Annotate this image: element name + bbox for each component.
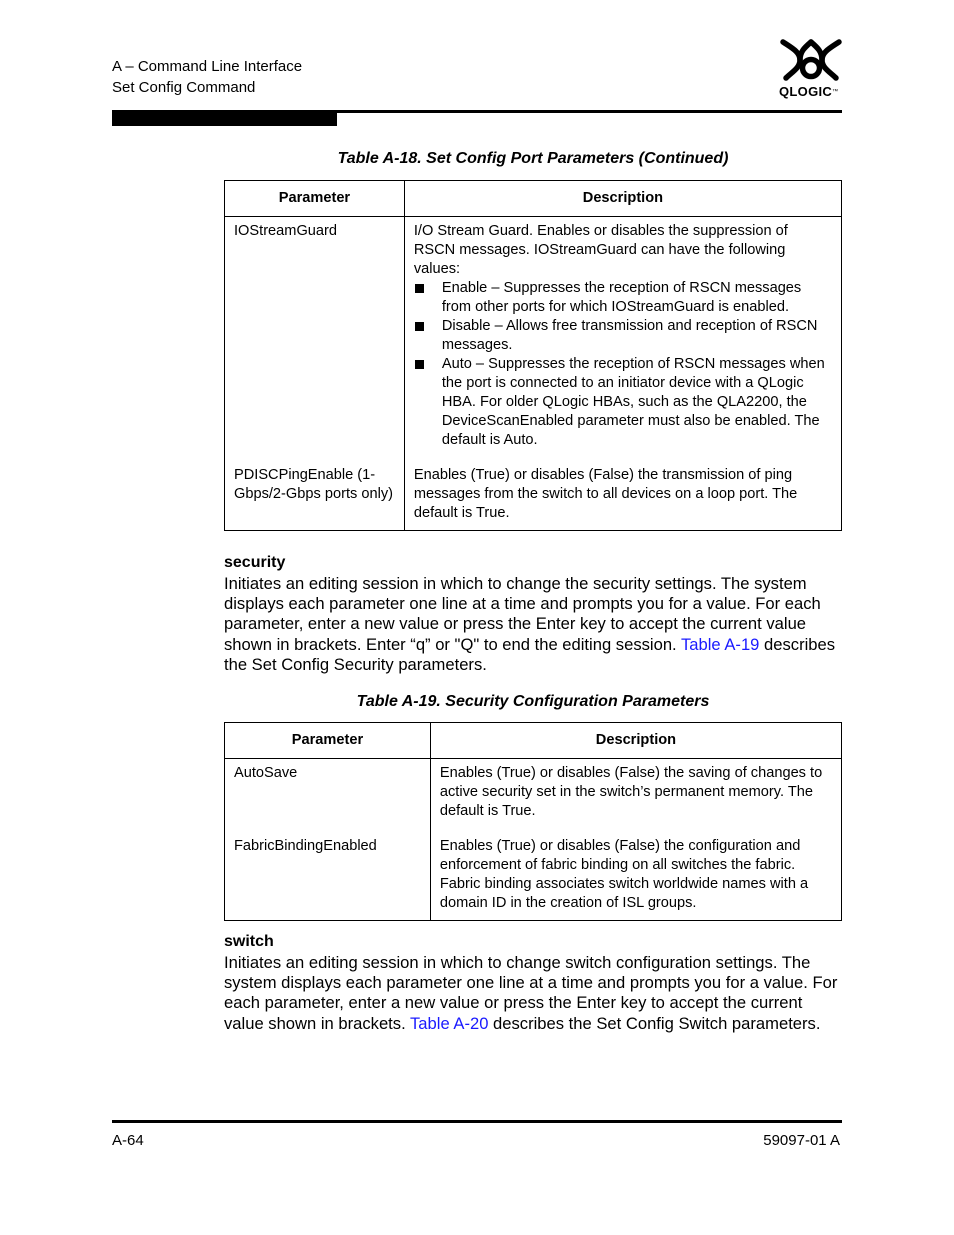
document-number: 59097-01 A bbox=[763, 1132, 840, 1149]
table-row bbox=[225, 217, 842, 455]
table-header-row bbox=[225, 723, 842, 759]
page-number: A-64 bbox=[112, 1132, 144, 1149]
table-row bbox=[225, 454, 842, 531]
table-a19 bbox=[224, 722, 842, 921]
column-header-description: Description bbox=[404, 181, 841, 217]
security-paragraph: Initiates an editing session in which to change the security settings. The system displays each parameter one line at a time and prompts you for a value. For each parameter, enter a new value or press the Enter key to accept the current value shown in brackets. Enter “q” or "Q" to end the editing session. Table A-19 describes the Set Config Security parameters. bbox=[224, 574, 836, 674]
table-a20-link[interactable]: Table A-20 bbox=[410, 1013, 489, 1033]
switch-paragraph: Initiates an editing session in which to change switch configuration settings. The system displays each parameter one line at a time and prompts you for a value. For each parameter, enter a new value or press the Enter key to accept the current value shown in brackets. Table A-20 describes the Set Config Switch parameters. bbox=[224, 953, 838, 1033]
column-header-description: Description bbox=[430, 723, 841, 759]
bullet-list bbox=[414, 279, 832, 450]
list-item: Disable – Allows free transmission and reception of RSCN messages. bbox=[414, 317, 832, 355]
footer-rule bbox=[112, 1120, 842, 1123]
header-chapter: A – Command Line Interface bbox=[112, 58, 303, 75]
column-header-parameter: Parameter bbox=[225, 181, 405, 217]
param-cell: AutoSave bbox=[225, 759, 431, 826]
table-header-row bbox=[225, 181, 842, 217]
table-a18 bbox=[224, 180, 842, 531]
square-bullet-icon bbox=[415, 360, 424, 369]
desc-text: I/O Stream Guard. Enables or disables the suppression of RSCN messages. IOStreamGuard can have the following values: bbox=[413, 223, 788, 277]
param-cell: FabricBindingEnabled bbox=[225, 825, 431, 921]
logo-wordmark: QLOGIC™ bbox=[779, 84, 839, 99]
security-heading: security bbox=[224, 554, 286, 571]
param-cell: PDISCPingEnable (1-Gbps/2-Gbps ports only) bbox=[225, 454, 405, 531]
header-bar bbox=[112, 113, 337, 126]
table-row bbox=[225, 759, 842, 826]
table-row bbox=[225, 825, 842, 921]
table-a19-link[interactable]: Table A-19 bbox=[680, 634, 760, 654]
desc-cell: Enables (True) or disables (False) the transmission of ping messages from the switch to all devices on a loop port. The default is True. bbox=[404, 454, 841, 531]
table-a19-caption: Table A-19. Security Configuration Parameters bbox=[356, 693, 710, 710]
desc-cell bbox=[404, 217, 841, 455]
header-section: Set Config Command bbox=[112, 79, 256, 96]
switch-heading: switch bbox=[224, 933, 274, 950]
table-a18-caption: Table A-18. Set Config Port Parameters (Continued) bbox=[337, 150, 729, 167]
param-cell: IOStreamGuard bbox=[225, 217, 405, 455]
list-item: Enable – Suppresses the reception of RSCN messages from other ports for which IOStreamGuard is enabled. bbox=[414, 279, 832, 317]
desc-cell: Enables (True) or disables (False) the saving of changes to active security set in the switch’s permanent memory. The default is True. bbox=[430, 759, 841, 826]
square-bullet-icon bbox=[415, 322, 424, 331]
desc-cell: Enables (True) or disables (False) the configuration and enforcement of fabric binding on all switches the fabric. Fabric binding associates switch worldwide names with a domain ID in the creation of ISL groups. bbox=[430, 825, 841, 921]
column-header-parameter: Parameter bbox=[225, 723, 431, 759]
list-item: Auto – Suppresses the reception of RSCN messages when the port is connected to an initiator device with a QLogic HBA. For older QLogic HBAs, such as the QLA2200, the DeviceScanEnabled parameter must also be enabled. The default is Auto. bbox=[414, 355, 832, 450]
square-bullet-icon bbox=[415, 284, 424, 293]
